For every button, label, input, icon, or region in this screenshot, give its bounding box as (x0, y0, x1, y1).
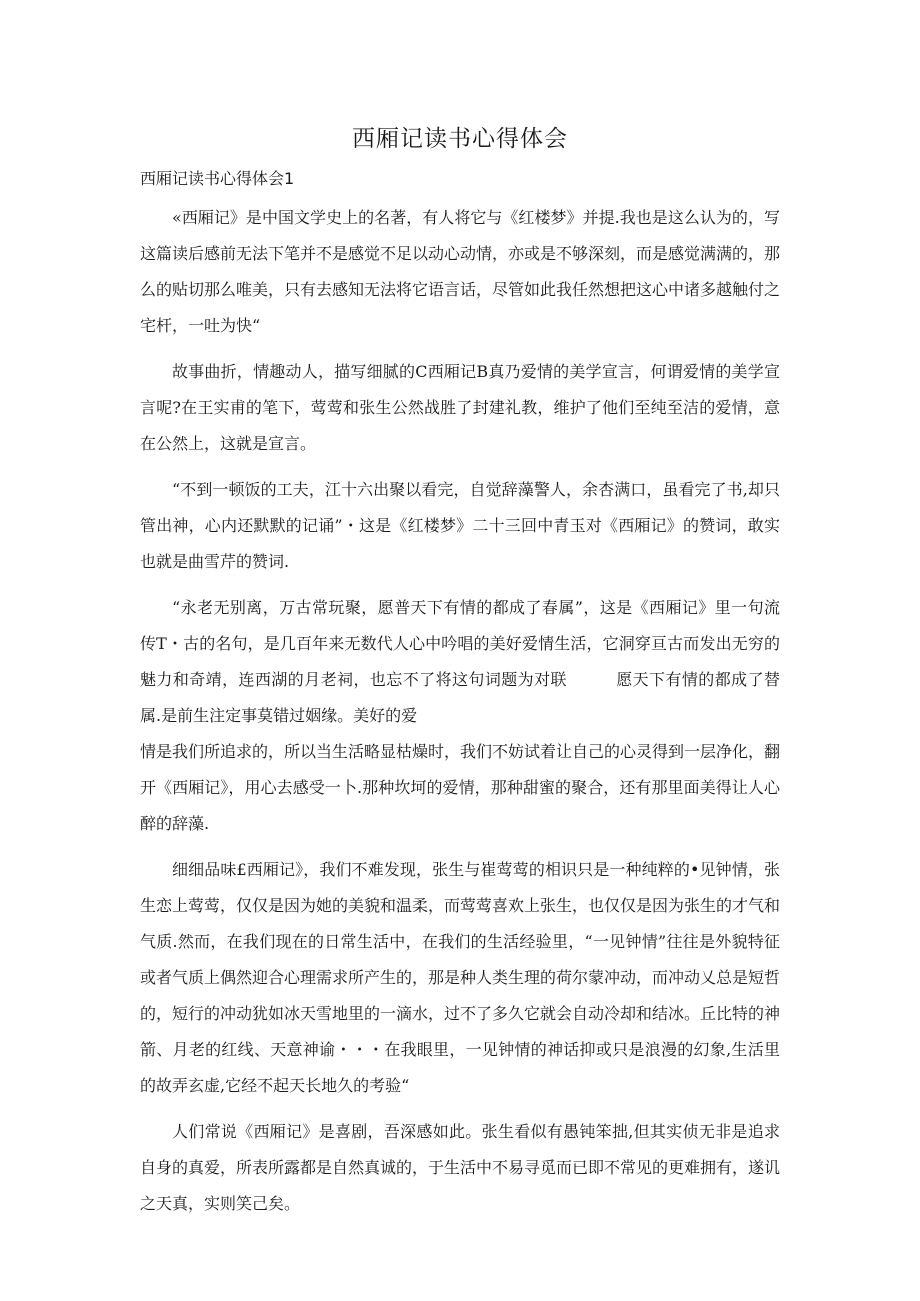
paragraph-2: 故事曲折，情趣动人，描写细腻的C西厢记B真乃爱情的美学宣言，何谓爱情的美学宣言呢?在王实甫的笔下，莺莺和张生公然战胜了封建礼教，维护了他们至纯至洁的爱情，意在公然上，这就是宣言。 (140, 362, 780, 453)
paragraph-1: «西厢记》是中国文学史上的名著，有人将它与《红楼梦》并提.我也是这么认为的，写这篇读后感前无法下笔并不是感觉不足以动心动情，亦或是不够深刻，而是感觉满满的，那么的贴切那么唯美，只有去感知无法将它语言话，尽管如此我任然想把这心中诸多越触付之宅杆，一吐为快“ (140, 208, 781, 335)
document-title: 西厢记读书心得体会 (352, 126, 568, 152)
paragraph-4: “永老无别离，万古常玩聚，愿普天下有情的都成了春属”，这是《西厢记》里一句流传T・古的名句，是几百年来无数代人心中吟唱的美好爱情生活，它洞穿亘古而发出无穷的魅力和奇靖，连西湖的月老祠，也忘不了将这句词题为对联 愿天下有情的都成了替属.是前生注定事莫错过姻缘。美好的爱 (140, 598, 780, 725)
paragraph-4-continued: 情是我们所追求的，所以当生活略显枯燥时，我们不妨试着让自己的心灵得到一层净化，翻开《西厢记》，用心去感受一卜.那种坎坷的爱情，那种甜蜜的聚合，还有那里面美得让人心醉的辞藻. (140, 742, 781, 833)
paragraph-6: 人们常说《西厢记》是喜剧，吾深感如此。张生看似有愚钝笨拙,但其实侦无非是追求自身的真爱，所表所露都是自然真诚的，于生活中不易寻觅而已即不常见的更难拥有，遂讥之天真，实则笑己矣。 (140, 1122, 781, 1213)
document-body (140, 200, 780, 1232)
paragraph-3: “不到一顿饭的工夫，江十六出聚以看完，自觉辞藻警人，余杏满口，虽看完了书,却只管出神，心内还默默的记诵”・这是《红楼梦》二十三回中青玉对《西厢记》的赞词，敢实也就是曲雪芹的赞词. (140, 480, 780, 571)
paragraph-5: 细细品味£西厢记》，我们不难发现，张生与崔莺莺的相识只是一种纯粹的•见钟情，张生恋上莺莺，仅仅是因为她的美貌和温柔，而莺莺喜欢上张生，也仅仅是因为张生的才气和气质.然而，在我们现在的日常生活中，在我们的生活经验里，“一见钟情”往往是外貌特征或者气质上偶然迎合心理需求所产生的，那是种人类生理的荷尔蒙冲动，而冲动乂总是短哲的，短行的冲动犹如冰天雪地里的一滴水，过不了多久它就会自动冷却和结冰。丘比特的神箭、月老的红线、天意神谕・・・在我眼里，一见钟情的神话抑或只是浪漫的幻象,生活里的故弄玄虚,它经不起天长地久的考验“ (140, 860, 781, 1095)
section-heading: 西厢记读书心得体会1 (140, 169, 295, 188)
